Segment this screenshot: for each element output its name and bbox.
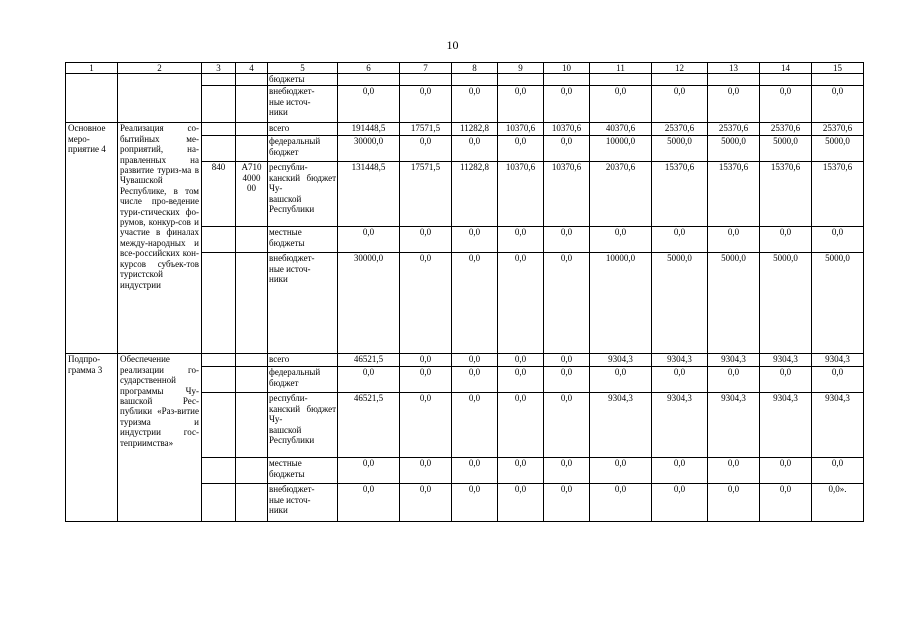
value-cell: 5000,0 — [708, 136, 760, 162]
funding-source: местные бюджеты — [268, 458, 338, 484]
value-cell: 5000,0 — [812, 136, 864, 162]
value-cell: 25370,6 — [652, 123, 708, 136]
col-header: 8 — [452, 63, 498, 74]
value-cell: 0,0 — [760, 86, 812, 123]
value-cell: 0,0 — [590, 484, 652, 522]
value-cell: 0,0 — [400, 136, 452, 162]
value-cell: 11282,8 — [452, 123, 498, 136]
value-cell: 46521,5 — [338, 393, 400, 458]
value-cell: 0,0 — [498, 393, 544, 458]
cell-empty — [236, 136, 268, 162]
value-cell: 0,0 — [498, 86, 544, 123]
cell-empty — [236, 354, 268, 367]
funding-source: федеральный бюджет — [268, 136, 338, 162]
value-cell: 0,0 — [760, 367, 812, 393]
value-cell: 15370,6 — [652, 162, 708, 227]
value-cell: 0,0 — [812, 86, 864, 123]
cell-empty — [236, 484, 268, 522]
item-code: Основное меро-приятие 4 — [66, 123, 118, 354]
col-header: 7 — [400, 63, 452, 74]
value-cell: 17571,5 — [400, 123, 452, 136]
value-cell: 0,0 — [400, 484, 452, 522]
value-cell: 11282,8 — [452, 162, 498, 227]
value-cell: 131448,5 — [338, 162, 400, 227]
value-cell: 0,0 — [498, 354, 544, 367]
value-cell: 0,0 — [452, 86, 498, 123]
value-cell: 0,0 — [708, 458, 760, 484]
col-header: 10 — [544, 63, 590, 74]
value-cell: 0,0 — [590, 86, 652, 123]
value-cell: 0,0 — [590, 367, 652, 393]
value-cell: 0,0 — [544, 484, 590, 522]
value-cell: 0,0 — [544, 86, 590, 123]
value-cell: 0,0 — [652, 227, 708, 253]
value-cell: 0,0 — [708, 484, 760, 522]
value-cell: 5000,0 — [708, 253, 760, 354]
value-cell: 0,0 — [544, 227, 590, 253]
cell-empty — [202, 458, 236, 484]
col-header: 4 — [236, 63, 268, 74]
funding-source: всего — [268, 354, 338, 367]
value-cell: 0,0 — [400, 367, 452, 393]
cell-empty — [236, 227, 268, 253]
value-cell: 9304,3 — [652, 393, 708, 458]
cell-empty — [202, 367, 236, 393]
value-cell: 5000,0 — [652, 136, 708, 162]
value-cell: 0,0 — [498, 136, 544, 162]
value-cell: 17571,5 — [400, 162, 452, 227]
value-cell: 0,0 — [652, 86, 708, 123]
value-cell: 9304,3 — [590, 354, 652, 367]
value-cell: 9304,3 — [708, 354, 760, 367]
funding-source: бюджеты — [268, 74, 338, 86]
value-cell: 9304,3 — [708, 393, 760, 458]
funding-source: внебюджет- ные источ- ники — [268, 484, 338, 522]
value-cell: 0,0 — [708, 367, 760, 393]
value-cell: 0,0 — [812, 458, 864, 484]
value-cell: 46521,5 — [338, 354, 400, 367]
budget-table — [65, 62, 864, 522]
value-cell: 0,0 — [708, 227, 760, 253]
cell-empty — [202, 227, 236, 253]
value-cell: 0,0 — [652, 367, 708, 393]
cell-empty — [236, 458, 268, 484]
value-cell: 0,0 — [338, 227, 400, 253]
value-cell: 0,0 — [760, 227, 812, 253]
value-cell: 0,0 — [812, 227, 864, 253]
value-cell: 25370,6 — [708, 123, 760, 136]
value-cell: 10370,6 — [544, 162, 590, 227]
col-header: 15 — [812, 63, 864, 74]
col-header: 14 — [760, 63, 812, 74]
value-cell: 0,0 — [760, 458, 812, 484]
col-header: 11 — [590, 63, 652, 74]
col-header: 6 — [338, 63, 400, 74]
value-cell: 0,0 — [452, 393, 498, 458]
value-cell: 5000,0 — [812, 253, 864, 354]
value-cell: 9304,3 — [652, 354, 708, 367]
value-cell: 20370,6 — [590, 162, 652, 227]
value-cell: 0,0 — [452, 354, 498, 367]
value-cell: 5000,0 — [760, 253, 812, 354]
value-cell: 191448,5 — [338, 123, 400, 136]
cell-empty — [236, 367, 268, 393]
cell-empty — [66, 74, 118, 123]
value-cell: 0,0 — [544, 136, 590, 162]
value-cell: 0,0 — [452, 458, 498, 484]
table-row — [66, 354, 864, 367]
funding-source: местные бюджеты — [268, 227, 338, 253]
funding-source: федеральный бюджет — [268, 367, 338, 393]
value-cell: 10370,6 — [498, 162, 544, 227]
funding-source: внебюджет- ные источ- ники — [268, 253, 338, 354]
funding-source: республи- канский бюджет Чу- вашской Республики — [268, 393, 338, 458]
cell-empty — [202, 123, 236, 136]
cell-empty — [202, 354, 236, 367]
value-cell: 0,0 — [498, 367, 544, 393]
value-cell: 5000,0 — [652, 253, 708, 354]
cell-empty — [236, 86, 268, 123]
value-cell: 0,0 — [452, 136, 498, 162]
table-row — [66, 123, 864, 136]
value-cell: 9304,3 — [812, 393, 864, 458]
cell-empty — [236, 253, 268, 354]
value-cell: 0,0 — [708, 86, 760, 123]
value-cell: 0,0 — [544, 367, 590, 393]
value-cell: 10370,6 — [498, 123, 544, 136]
value-cell: 0,0 — [652, 458, 708, 484]
value-cell: 0,0». — [812, 484, 864, 522]
page-number: 10 — [446, 38, 459, 52]
value-cell: 0,0 — [760, 484, 812, 522]
funding-source: всего — [268, 123, 338, 136]
value-cell: 9304,3 — [760, 393, 812, 458]
value-cell: 0,0 — [400, 354, 452, 367]
value-cell: 0,0 — [652, 484, 708, 522]
value-cell: 0,0 — [544, 354, 590, 367]
cell-empty — [202, 74, 236, 86]
value-cell: 0,0 — [452, 484, 498, 522]
item-code: Подпро-грамма 3 — [66, 354, 118, 522]
value-cell: 0,0 — [338, 86, 400, 123]
value-cell: 15370,6 — [812, 162, 864, 227]
col-header: 3 — [202, 63, 236, 74]
value-cell: 0,0 — [400, 458, 452, 484]
value-cell: 30000,0 — [338, 253, 400, 354]
value-cell: 0,0 — [544, 253, 590, 354]
value-cell: 9304,3 — [760, 354, 812, 367]
cell-empty — [202, 484, 236, 522]
admin-code: 840 — [202, 162, 236, 227]
col-header: 12 — [652, 63, 708, 74]
col-header: 2 — [118, 63, 202, 74]
funding-source: республи- канский бюджет Чу- вашской Республики — [268, 162, 338, 227]
value-cell: 30000,0 — [338, 136, 400, 162]
value-cell: 0,0 — [338, 458, 400, 484]
col-header: 9 — [498, 63, 544, 74]
value-cell: 0,0 — [590, 227, 652, 253]
value-cell: 0,0 — [452, 227, 498, 253]
value-cell: 0,0 — [338, 484, 400, 522]
value-cell: 0,0 — [338, 367, 400, 393]
value-cell: 15370,6 — [708, 162, 760, 227]
value-cell: 15370,6 — [760, 162, 812, 227]
value-cell: 0,0 — [812, 367, 864, 393]
funding-source: внебюджет- ные источ- ники — [268, 86, 338, 123]
value-cell: 0,0 — [498, 458, 544, 484]
value-cell: 5000,0 — [760, 136, 812, 162]
budget-class-code-text: А710 4000 00 — [241, 162, 262, 194]
col-header: 1 — [66, 63, 118, 74]
value-cell: 9304,3 — [812, 354, 864, 367]
col-header: 13 — [708, 63, 760, 74]
value-cell: 10000,0 — [590, 253, 652, 354]
col-header: 5 — [268, 63, 338, 74]
value-cell: 10370,6 — [544, 123, 590, 136]
cell-empty — [118, 74, 202, 123]
value-cell: 25370,6 — [760, 123, 812, 136]
value-cell: 25370,6 — [812, 123, 864, 136]
value-cell: 0,0 — [400, 253, 452, 354]
cell-empty — [236, 74, 268, 86]
value-cell: 0,0 — [400, 86, 452, 123]
cell-empty — [236, 393, 268, 458]
value-cell: 0,0 — [498, 484, 544, 522]
value-cell: 0,0 — [498, 253, 544, 354]
value-cell: 40370,6 — [590, 123, 652, 136]
value-cell: 0,0 — [400, 227, 452, 253]
value-cell: 0,0 — [544, 393, 590, 458]
value-cell: 0,0 — [400, 393, 452, 458]
cell-empty — [202, 393, 236, 458]
value-cell: 0,0 — [452, 367, 498, 393]
value-cell: 0,0 — [498, 227, 544, 253]
cell-empty — [202, 136, 236, 162]
cell-empty — [202, 253, 236, 354]
value-cell: 10000,0 — [590, 136, 652, 162]
cell-empty — [202, 86, 236, 123]
value-cell: 0,0 — [452, 253, 498, 354]
item-description: Обеспечение реализации го-сударственной программы Чу-вашской Рес-публики «Раз-витие туризма и индустрии гос-теприимства» — [118, 354, 202, 522]
budget-class-code — [236, 162, 268, 227]
table-row — [66, 74, 864, 86]
header-row — [66, 63, 864, 74]
value-cell: 9304,3 — [590, 393, 652, 458]
value-cell: 0,0 — [544, 458, 590, 484]
item-description: Реализация со-бытийных ме-роприятий, на-правленных на развитие туриз-ма в Чувашской Республике, в том числе про-ведение тури-стических фо-румов, конкур-сов и участие в финалах между-народных и все-российских кон-курсов субъек-тов туристской индустрии — [118, 123, 202, 354]
value-cell: 0,0 — [590, 458, 652, 484]
cell-empty — [236, 123, 268, 136]
